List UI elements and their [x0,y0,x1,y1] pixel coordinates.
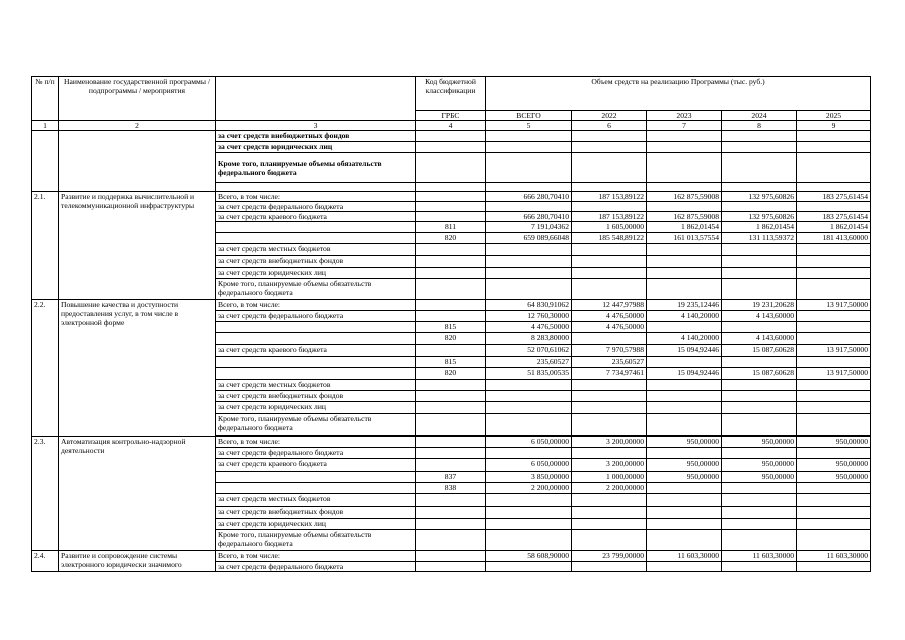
value-cell: 8 283,80000 [486,333,572,345]
value-cell: 51 835,00535 [486,368,572,380]
value-cell: 13 917,50000 [797,368,871,380]
source-label: за счет средств федерального бюджета [216,562,416,572]
source-label: Всего, в том числе: [216,300,416,311]
col-number: 4 [416,121,486,131]
grbs-code: 815 [416,357,486,368]
value-cell: 3 200,00000 [572,459,647,472]
value-cell: 7 734,97461 [572,368,647,380]
source-label: за счет средств юридических лиц [216,142,416,153]
value-cell: 19 231,20628 [722,300,797,311]
value-cell: 950,00000 [647,472,722,483]
value-cell: 187 153,89122 [572,212,647,222]
source-label: Кроме того, планируемые объемы обязательств федерального бюджета [216,153,416,183]
value-cell: 1 000,00000 [572,472,647,483]
header-total: ВСЕГО [486,111,572,121]
value-cell [722,483,797,494]
value-cell: 185 548,89122 [572,233,647,244]
value-cell: 183 275,61454 [797,212,871,222]
source-label: Кроме того, планируемые объемы обязательств федерального бюджета [216,279,416,300]
value-cell: 4 143,60000 [722,333,797,345]
value-cell: 950,00000 [797,459,871,472]
source-label: за счет средств местных бюджетов [216,380,416,391]
value-cell: 950,00000 [797,437,871,448]
value-cell [722,322,797,333]
col-number: 3 [216,121,416,131]
value-cell [647,322,722,333]
header-year: 2023 [647,111,722,121]
header-year: 2024 [722,111,797,121]
value-cell: 4 143,60000 [722,311,797,322]
col-number: 1 [32,121,59,131]
value-cell: 13 917,50000 [797,300,871,311]
row-number: 2.4. [32,551,59,572]
value-cell: 1 862,01454 [797,222,871,233]
value-cell: 7 191,04362 [486,222,572,233]
source-label: за счет средств краевого бюджета [216,459,416,472]
value-cell: 3 200,00000 [572,437,647,448]
value-cell [797,333,871,345]
value-cell: 950,00000 [647,437,722,448]
row-number: 2.2. [32,300,59,437]
value-cell [722,357,797,368]
value-cell [797,357,871,368]
grbs-code: 815 [416,322,486,333]
measure-name: Развитие и сопровождение системы электронного юридически значимого [59,551,216,572]
value-cell: 15 087,60628 [722,368,797,380]
measure-name: Развитие и поддержка вычислительной и телекоммуникационной инфраструктуры [59,192,216,300]
col-number: 2 [59,121,216,131]
value-cell: 2 200,00000 [486,483,572,494]
measure-name: Автоматизация контрольно-надзорной деятельности [59,437,216,551]
value-cell: 11 603,30000 [647,551,722,562]
value-cell: 3 850,00000 [486,472,572,483]
value-cell: 132 975,60826 [722,192,797,202]
value-cell: 7 970,57988 [572,345,647,357]
value-cell: 1 605,00000 [572,222,647,233]
value-cell: 6 050,00000 [486,459,572,472]
value-cell: 1 862,01454 [647,222,722,233]
value-cell [647,483,722,494]
value-cell: 183 275,61454 [797,192,871,202]
value-cell: 950,00000 [797,472,871,483]
source-label: за счет средств местных бюджетов [216,494,416,507]
source-label: за счет средств внебюджетных фондов [216,131,416,142]
value-cell: 666 280,70410 [486,192,572,202]
column-numbers-row [32,121,871,131]
value-cell: 4 140,20000 [647,311,722,322]
value-cell: 11 603,30000 [797,551,871,562]
header-name: Наименование государственной программы / подпрограммы / мероприятия [59,77,216,121]
source-label: Всего, в том числе: [216,192,416,202]
value-cell: 666 280,70410 [486,212,572,222]
col-number: 8 [722,121,797,131]
header-year: 2022 [572,111,647,121]
value-cell [572,333,647,345]
value-cell: 15 094,92446 [647,345,722,357]
value-cell: 12 760,30000 [486,311,572,322]
table-row [32,192,871,202]
grbs-code: 837 [416,472,486,483]
row-number: 2.1. [32,192,59,300]
value-cell: 23 799,00000 [572,551,647,562]
source-label: за счет средств юридических лиц [216,268,416,279]
source-label: за счет средств внебюджетных фондов [216,391,416,402]
value-cell: 181 413,60000 [797,233,871,244]
header-num: № п/п [32,77,59,121]
grbs-code: 820 [416,368,486,380]
source-label: за счет средств федерального бюджета [216,448,416,459]
value-cell: 162 875,59008 [647,192,722,202]
grbs-code: 838 [416,483,486,494]
value-cell: 52 070,61062 [486,345,572,357]
source-label: Всего, в том числе: [216,437,416,448]
value-cell: 4 476,50000 [486,322,572,333]
table-row [32,437,871,448]
header-budget-code: Код бюджетной классификации [416,77,486,111]
value-cell: 950,00000 [722,472,797,483]
col-number: 7 [647,121,722,131]
col-number: 9 [797,121,871,131]
header-grbs: ГРБС [416,111,486,121]
header-empty [216,77,416,121]
grbs-code: 811 [416,222,486,233]
source-label: за счет средств внебюджетных фондов [216,507,416,519]
source-label: за счет средств юридических лиц [216,519,416,530]
grbs-code: 820 [416,333,486,345]
value-cell: 950,00000 [722,437,797,448]
program-funding-table [31,76,871,572]
table-row [32,551,871,562]
value-cell: 2 200,00000 [572,483,647,494]
value-cell: 162 875,59008 [647,212,722,222]
value-cell: 161 013,57554 [647,233,722,244]
row-number: 2.3. [32,437,59,551]
col-number: 6 [572,121,647,131]
value-cell: 4 140,20000 [647,333,722,345]
value-cell: 950,00000 [647,459,722,472]
source-label: за счет средств краевого бюджета [216,212,416,222]
value-cell: 1 862,01454 [722,222,797,233]
header-year: 2025 [797,111,871,121]
value-cell: 132 975,60826 [722,212,797,222]
value-cell [647,357,722,368]
table-row [32,131,871,142]
value-cell: 4 476,50000 [572,311,647,322]
value-cell: 659 089,66048 [486,233,572,244]
value-cell: 187 153,89122 [572,192,647,202]
source-label: Кроме того, планируемые объемы обязательств федерального бюджета [216,530,416,551]
value-cell: 15 087,60628 [722,345,797,357]
source-label: за счет средств федерального бюджета [216,311,416,322]
source-label: за счет средств внебюджетных фондов [216,256,416,268]
value-cell: 4 476,50000 [572,322,647,333]
value-cell: 6 050,00000 [486,437,572,448]
value-cell [797,483,871,494]
value-cell: 13 917,50000 [797,345,871,357]
grbs-code: 820 [416,233,486,244]
table-row [32,300,871,311]
value-cell: 64 830,91062 [486,300,572,311]
source-label: за счет средств федерального бюджета [216,202,416,212]
value-cell: 58 608,90000 [486,551,572,562]
value-cell [797,311,871,322]
source-label: Всего, в том числе: [216,551,416,562]
measure-name: Повышение качества и доступности предоставления услуг, в том числе в электронной форме [59,300,216,437]
value-cell: 131 113,59372 [722,233,797,244]
source-label: за счет средств местных бюджетов [216,244,416,256]
value-cell: 235,60527 [486,357,572,368]
value-cell: 11 603,30000 [722,551,797,562]
source-label: Кроме того, планируемые объемы обязательств федерального бюджета [216,414,416,436]
header-volume: Объем средств на реализацию Программы (тыс. руб.) [486,77,871,111]
value-cell [797,322,871,333]
value-cell: 235,60527 [572,357,647,368]
value-cell: 19 235,12446 [647,300,722,311]
col-number: 5 [486,121,572,131]
value-cell: 15 094,92446 [647,368,722,380]
source-label: за счет средств юридических лиц [216,402,416,414]
value-cell: 12 447,97988 [572,300,647,311]
value-cell: 950,00000 [722,459,797,472]
source-label: за счет средств краевого бюджета [216,345,416,357]
